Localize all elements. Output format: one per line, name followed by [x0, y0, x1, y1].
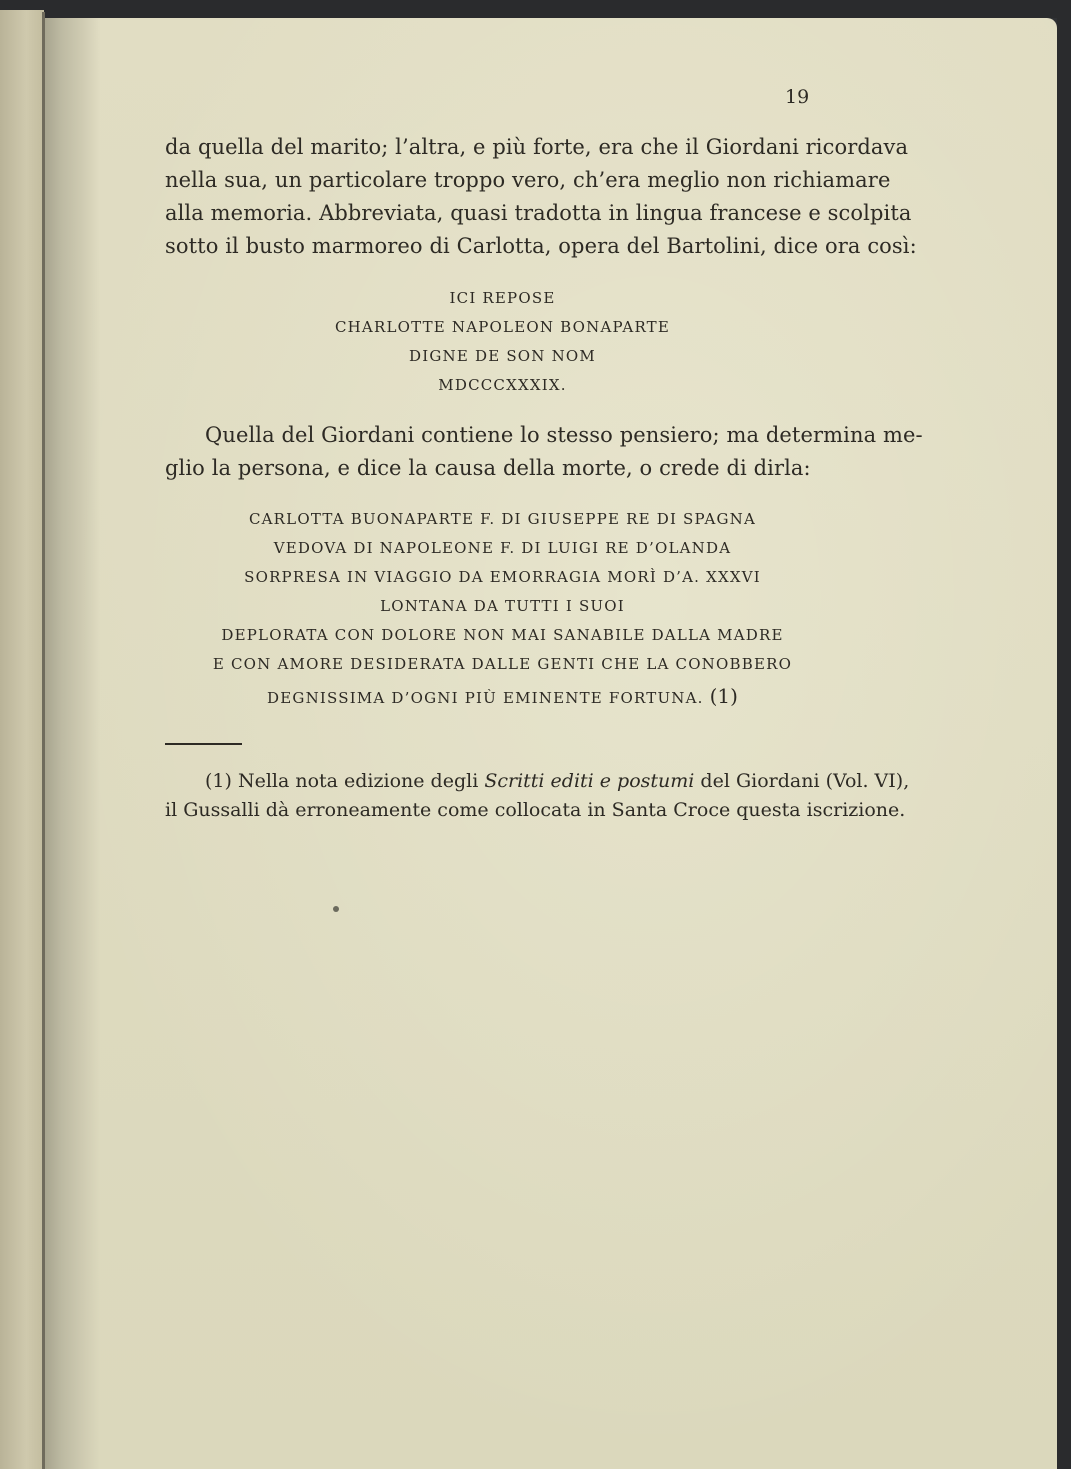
- french-inscription-line: MDCCCXXXIX.: [438, 376, 567, 394]
- footnote-rule: [165, 743, 242, 745]
- footnote-line-2: il Gussalli dà erroneamente come collocata in Santa Croce questa iscrizione.: [165, 799, 906, 821]
- paragraph-1-line: nella sua, un particolare troppo vero, ch’era meglio non richiamare: [165, 168, 891, 192]
- paragraph-2-line: Quella del Giordani contiene lo stesso pensiero; ma determina me-: [205, 423, 923, 447]
- gutter-shadow: [45, 18, 100, 1469]
- footnote-text: (1) Nella nota edizione degli: [205, 770, 479, 792]
- page-number: 19: [785, 86, 810, 108]
- paragraph-1-line: sotto il busto marmoreo di Carlotta, opera del Bartolini, dice ora così:: [165, 234, 917, 258]
- footnote-reference: (1): [709, 684, 738, 708]
- paragraph-1-line: alla memoria. Abbreviata, quasi tradotta in lingua francese e scolpita: [165, 201, 912, 225]
- french-inscription-line: ICI REPOSE: [449, 289, 556, 307]
- footnote-line-1: [165, 767, 910, 796]
- italian-inscription-line: DEPLORATA CON DOLORE NON MAI SANABILE DALLA MADRE: [221, 626, 784, 644]
- italian-inscription-line: SORPRESA IN VIAGGIO DA EMORRAGIA MORÌ D’A. XXXVI: [244, 568, 761, 586]
- footnote-book-title: Scritti editi e postumi: [484, 770, 695, 792]
- paragraph-1-line: da quella del marito; l’altra, e più forte, era che il Giordani ricordava: [165, 135, 909, 159]
- italian-inscription-line: LONTANA DA TUTTI I SUOI: [380, 597, 625, 615]
- italian-inscription-line: E CON AMORE DESIDERATA DALLE GENTI CHE LA CONOBBERO: [212, 655, 793, 673]
- italian-inscription-line: CARLOTTA BUONAPARTE F. DI GIUSEPPE RE DI SPAGNA: [248, 510, 757, 528]
- french-inscription-line: CHARLOTTE NAPOLEON BONAPARTE: [334, 318, 671, 336]
- italian-inscription-line: [165, 682, 840, 714]
- scan-top-border: [0, 0, 1071, 18]
- italian-inscription-line: VEDOVA DI NAPOLEONE F. DI LUIGI RE D’OLANDA: [273, 539, 732, 557]
- italian-inscription-last-text: DEGNISSIMA D’OGNI PIÙ EMINENTE FORTUNA.: [267, 689, 704, 707]
- scan-right-border: [1057, 18, 1071, 1469]
- footnote-text: del Giordani (Vol. VI),: [700, 770, 910, 792]
- french-inscription-line: DIGNE DE SON NOM: [409, 347, 596, 365]
- facing-page-edge: [0, 10, 44, 1469]
- paper-speck: [333, 906, 339, 912]
- paragraph-2-line: glio la persona, e dice la causa della morte, o crede di dirla:: [165, 456, 811, 480]
